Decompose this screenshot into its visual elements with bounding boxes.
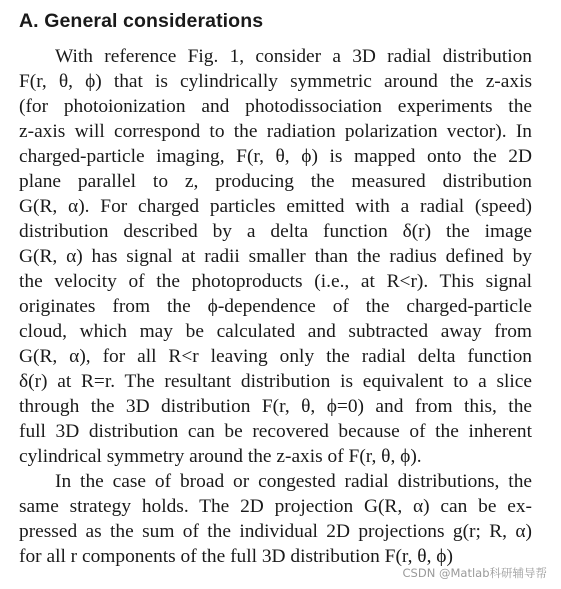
text-line: pressed as the sum of the individual 2D projections g(r; R, α) <box>19 521 532 542</box>
text-line: G(R, α). For charged particles emitted with a radial (speed) <box>19 196 532 217</box>
text-line: In the case of broad or congested radial distributions, the <box>55 471 532 492</box>
text-line: plane parallel to z, producing the measured distribution <box>19 171 532 192</box>
text-line: through the 3D distribution F(r, θ, ϕ=0) and from this, the <box>19 396 532 417</box>
text-line: full 3D distribution can be recovered because of the inherent <box>19 421 532 442</box>
watermark: CSDN @Matlab科研辅导帮 <box>402 566 547 580</box>
text-line: the velocity of the photoproducts (i.e., at R<r). This signal <box>19 271 532 292</box>
body-text <box>19 44 532 569</box>
text-line: G(R, α), for all R<r leaving only the radial delta function <box>19 346 532 367</box>
paragraph <box>19 44 532 469</box>
text-line: distribution described by a delta function δ(r) the image <box>19 221 532 242</box>
text-line: charged-particle imaging, F(r, θ, ϕ) is mapped onto the 2D <box>19 146 532 167</box>
text-line: δ(r) at R=r. The resultant distribution is equivalent to a slice <box>19 371 532 392</box>
text-line: originates from the ϕ-dependence of the charged-particle <box>19 296 532 317</box>
text-line: same strategy holds. The 2D projection G(R, α) can be ex- <box>19 496 532 517</box>
text-line: G(R, α) has signal at radii smaller than the radius defined by <box>19 246 532 267</box>
text-line: cloud, which may be calculated and subtracted away from <box>19 321 532 342</box>
text-line: cylindrical symmetry around the z-axis of F(r, θ, ϕ). <box>19 446 422 467</box>
paragraph <box>19 469 532 569</box>
text-line: With reference Fig. 1, consider a 3D radial distribution <box>55 46 532 67</box>
text-line: for all r components of the full 3D distribution F(r, θ, ϕ) <box>19 546 453 567</box>
section-heading: A. General considerations <box>19 10 264 32</box>
text-line: (for photoionization and photodissociation experiments the <box>19 96 532 117</box>
text-line: z-axis will correspond to the radiation polarization vector). In <box>19 121 532 142</box>
text-line: F(r, θ, ϕ) that is cylindrically symmetric around the z-axis <box>19 71 532 92</box>
